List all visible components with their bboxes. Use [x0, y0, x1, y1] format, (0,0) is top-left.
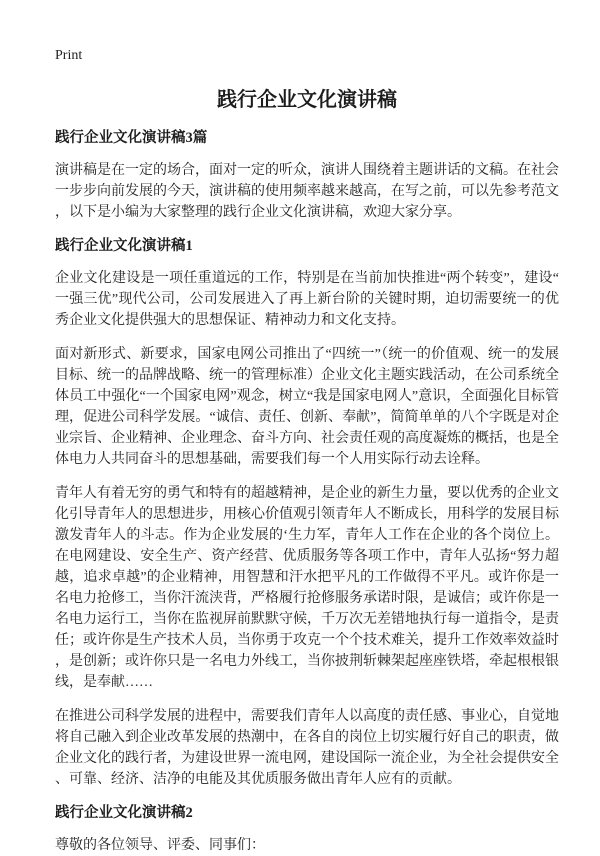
section-2-heading: 践行企业文化演讲稿2 — [55, 805, 193, 821]
section-1-paragraph: 在推进公司科学发展的进程中，需要我们青年人以高度的责任感、事业心，自觉地将自己融入到企业改革发展的热潮中，在各自的岗位上切实履行好自己的职责，做企业文化的践行者，为建设世界一流电网，建设国际一流企业，为全社会提供安全、可靠、经济、洁净的电能及其优质服务做出青年人应有的贡献。 — [55, 709, 559, 787]
section-1-heading: 践行企业文化演讲稿1 — [55, 238, 193, 254]
section-1-paragraph: 企业文化建设是一项任重道远的工作，特别是在当前加快推进“两个转变”，建设“一强三优”现代公司，公司发展进入了再上新台阶的关键时期，迫切需要统一的优秀企业文化提供强大的思想保证、精神动力和文化支持。 — [55, 271, 559, 328]
print-link[interactable]: Print — [55, 48, 83, 63]
document-subtitle: 践行企业文化演讲稿3篇 — [55, 130, 208, 146]
salutation-paragraph: 尊敬的各位领导、评委、同事们： — [55, 838, 265, 853]
section-1-paragraph: 面对新形式、新要求，国家电网公司推出了“四统一”（统一的价值观、统一的发展目标、统一的品牌战略、统一的管理标准）企业文化主题实践活动，在公司系统全体员工中强化“一个国家电网”观念，树立“我是国家电网人”意识，全面强化目标管理，促进公司科学发展。“诚信、责任、创新、奉献”，简简单单的八个字既是对企业宗旨、企业精神、企业理念、奋斗方向、社会责任观的高度凝炼的概括，也是全体电力人共同奋斗的思想基础，需要我们每一个人用实际行动去诠释。 — [55, 347, 559, 467]
section-1-paragraph: 青年人有着无穷的勇气和特有的超越精神，是企业的新生力量，要以优秀的企业文化引导青年人的思想进步，用核心价值观引领青年人不断成长，用科学的发展目标激发青年人的斗志。作为企业发展的‘生力军，青年人工作在企业的各个岗位上。在电网建设、安全生产、资产经营、优质服务等各项工作中，青年人弘扬“努力超越，追求卓越”的企业精神，用智慧和汗水把平凡的工作做得不平凡。或许你是一名电力抢修工，当你汗流浃背，严格履行抢修服务承诺时限，是诚信；或许你是一名电力运行工，当你在监视屏前默默守候，千万次无差错地执行每一道指令，是责任；或许你是生产技术人员，当你勇于攻克一个个技术难关，提升工作效率效益时，是创新；或许你只是一名电力外线工，当你披荆斩棘架起座座铁塔，牵起根根银线，是奉献…… — [55, 486, 559, 690]
document-title: 践行企业文化演讲稿 — [217, 89, 397, 111]
intro-paragraph: 演讲稿是在一定的场合，面对一定的听众，演讲人围绕着主题讲话的文稿。在社会一步步向前发展的今天，演讲稿的使用频率越来越高，在写之前，可以先参考范文，以下是小编为大家整理的践行企业文化演讲稿，欢迎大家分享。 — [55, 163, 559, 220]
